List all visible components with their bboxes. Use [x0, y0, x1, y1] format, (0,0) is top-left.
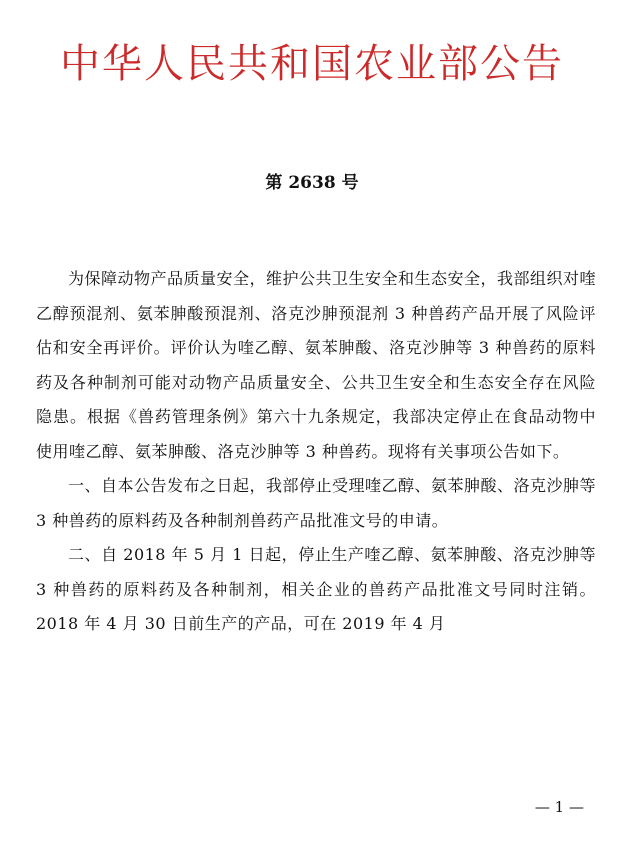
document-number: 第 2638 号	[265, 173, 359, 193]
paragraph-item-1: 一、自本公告发布之日起，我部停止受理喹乙醇、氨苯胂酸、洛克沙胂等 3 种兽药的原料药及各种制剂兽药产品批准文号的申请。	[36, 476, 597, 530]
paragraph-item-2: 二、自 2018 年 5 月 1 日起，停止生产喹乙醇、氨苯胂酸、洛克沙胂等 3 种兽药的原料药及各种制剂，相关企业的兽药产品批准文号同时注销。2018 年 4 月 30 日前生产的产品，可在 2019 年 4 月	[36, 545, 596, 633]
page-number: — 1 —	[534, 798, 584, 816]
page-title: 中华人民共和国农业部公告	[60, 41, 564, 87]
paragraph-intro: 为保障动物产品质量安全，维护公共卫生安全和生态安全，我部组织对喹乙醇预混剂、氨苯胂酸预混剂、洛克沙胂预混剂 3 种兽药产品开展了风险评估和安全再评价。评价认为喹乙醇、氨苯胂酸、洛克沙胂等 3 种兽药的原料药及各种制剂可能对动物产品质量安全、公共卫生安全和生态安全存在风险隐患。根据《兽药管理条例》第六十九条规定，我部决定停止在食品动物中使用喹乙醇、氨苯胂酸、洛克沙胂等 3 种兽药。现将有关事项公告如下。	[36, 269, 597, 461]
document-body	[36, 262, 596, 642]
